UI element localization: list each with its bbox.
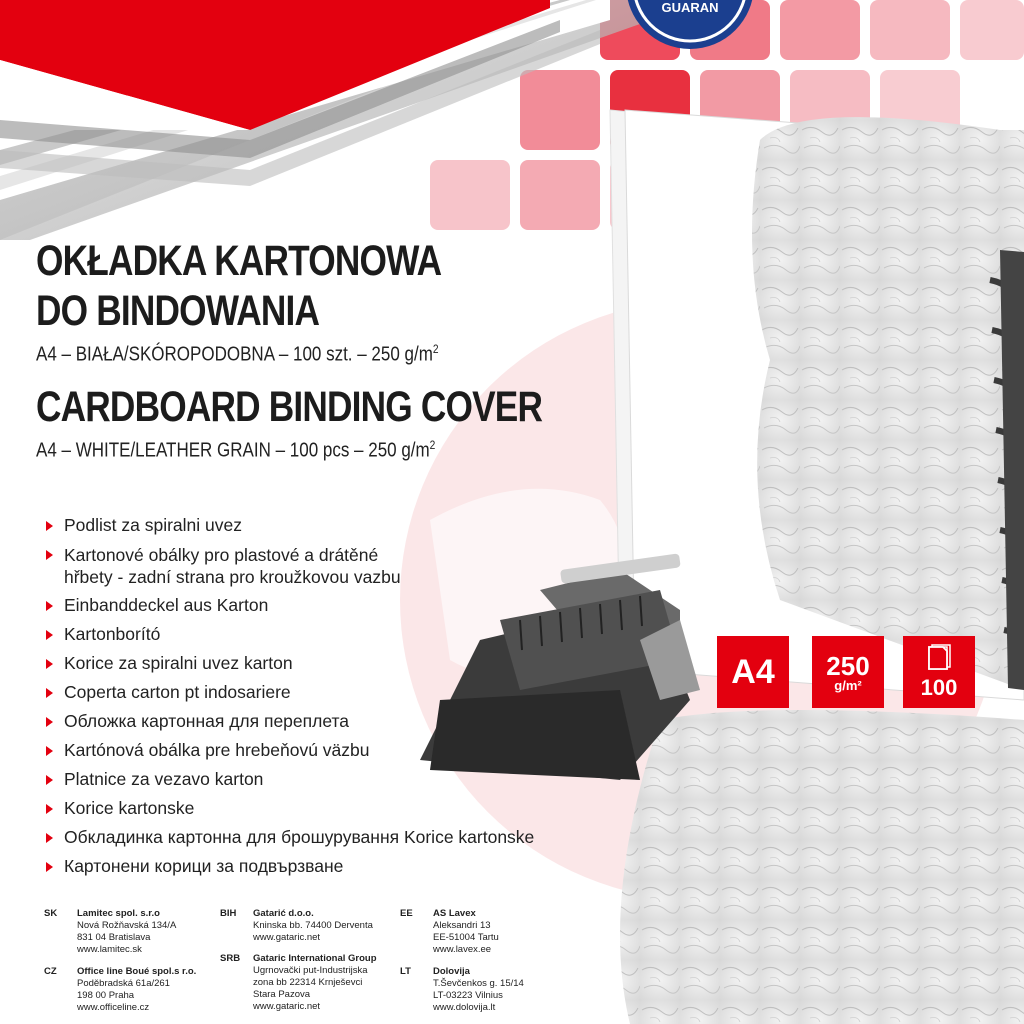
country-code: CZ — [44, 966, 57, 977]
distributor-contacts — [44, 908, 1024, 1024]
subtitle-en: A4 – WHITE/LEATHER GRAIN – 100 pcs – 250 $g/m^2$ — [36, 437, 436, 462]
company-name: Lamitec spol. s.r.o — [77, 908, 160, 919]
country-code: EE — [400, 908, 413, 919]
superscript-en: 2 — [429, 437, 436, 452]
sheets-icon — [922, 643, 956, 673]
title-pl-line2: DO BINDOWANIA — [36, 287, 320, 335]
website: www.lavex.ee — [433, 944, 492, 955]
address-line: 831 04 Bratislava — [77, 932, 151, 943]
count-badge — [903, 636, 975, 708]
country-code: LT — [400, 966, 411, 977]
address-line: Kninska bb. 74400 Derventa — [253, 920, 373, 931]
website: www.dolovija.lt — [433, 1002, 496, 1013]
company-name: Gatarić d.o.o. — [253, 908, 314, 919]
list-item: Korice za spiralni uvez karton — [44, 649, 604, 678]
website: www.gataric.net — [253, 1001, 321, 1012]
list-item — [44, 540, 604, 591]
website: www.gataric.net — [253, 932, 321, 943]
list-item: Coperta carton pt indosariere — [44, 678, 604, 707]
feature-list — [44, 511, 604, 881]
list-item: Картонени корици за подвързване — [44, 852, 604, 881]
company-name: Office line Boué spol.s r.o. — [77, 966, 197, 977]
address-line: Aleksandri 13 — [433, 920, 491, 931]
country-code: SRB — [220, 953, 241, 964]
title-block — [36, 236, 596, 463]
format-badge: A4 — [717, 636, 789, 708]
list-item: Обкладинка картонна для брошурування Korice kartonske — [44, 823, 604, 852]
list-item: Kartónová obálka pre hrebeňovú väzbu — [44, 736, 604, 765]
country-code: SK — [44, 908, 58, 919]
company-name: Gataric International Group — [253, 953, 377, 964]
address-line: Poděbradská 61a/261 — [77, 978, 170, 989]
address-line: T.Ševčenkos g. 15/14 — [433, 978, 524, 989]
title-pl-line1: OKŁADKA KARTONOWA — [36, 237, 442, 285]
address-line: EE-51004 Tartu — [433, 932, 499, 943]
list-item: Kartonborító — [44, 620, 604, 649]
list-item: Korice kartonske — [44, 794, 604, 823]
list-item: Podlist za spiralni uvez — [44, 511, 604, 540]
count-value: 100 — [920, 675, 958, 700]
address-line: Ugrnovački put-Industrijska — [253, 965, 368, 976]
weight-value: 250 — [826, 650, 870, 681]
weight-badge — [812, 636, 884, 708]
address-line: zona bb 22314 Krnješevci — [253, 977, 363, 988]
title-en: CARDBOARD BINDING COVER — [36, 382, 543, 431]
address-line: Nová Rožňavská 134/A — [77, 920, 177, 931]
list-item: Platnice za vezavo karton — [44, 765, 604, 794]
subtitle-pl: A4 – BIAŁA/SKÓROPODOBNA – 100 szt. – 250 $g/m^2$ — [36, 342, 439, 366]
address-line: Stara Pazova — [253, 989, 311, 1000]
list-item-line2: hřbety - zadní strana pro kroužkovou vazbu — [64, 567, 401, 587]
address-line: 198 00 Praha — [77, 990, 135, 1001]
company-name: Dolovija — [433, 966, 470, 977]
list-item-line1: Kartonové obálky pro plastové a drátěné — [64, 545, 379, 565]
guarantee-seal-text: GUARAN — [661, 0, 719, 15]
superscript-pl: 2 — [432, 342, 439, 356]
website: www.lamitec.sk — [77, 944, 142, 955]
company-name: AS Lavex — [433, 908, 476, 919]
weight-unit: g/m² — [834, 677, 862, 693]
list-item: Einbanddeckel aus Karton — [44, 591, 604, 620]
country-code: BIH — [220, 908, 237, 919]
list-item: Обложка картонная для переплета — [44, 707, 604, 736]
address-line: LT-03223 Vilnius — [433, 990, 503, 1001]
website: www.officeline.cz — [77, 1002, 150, 1013]
